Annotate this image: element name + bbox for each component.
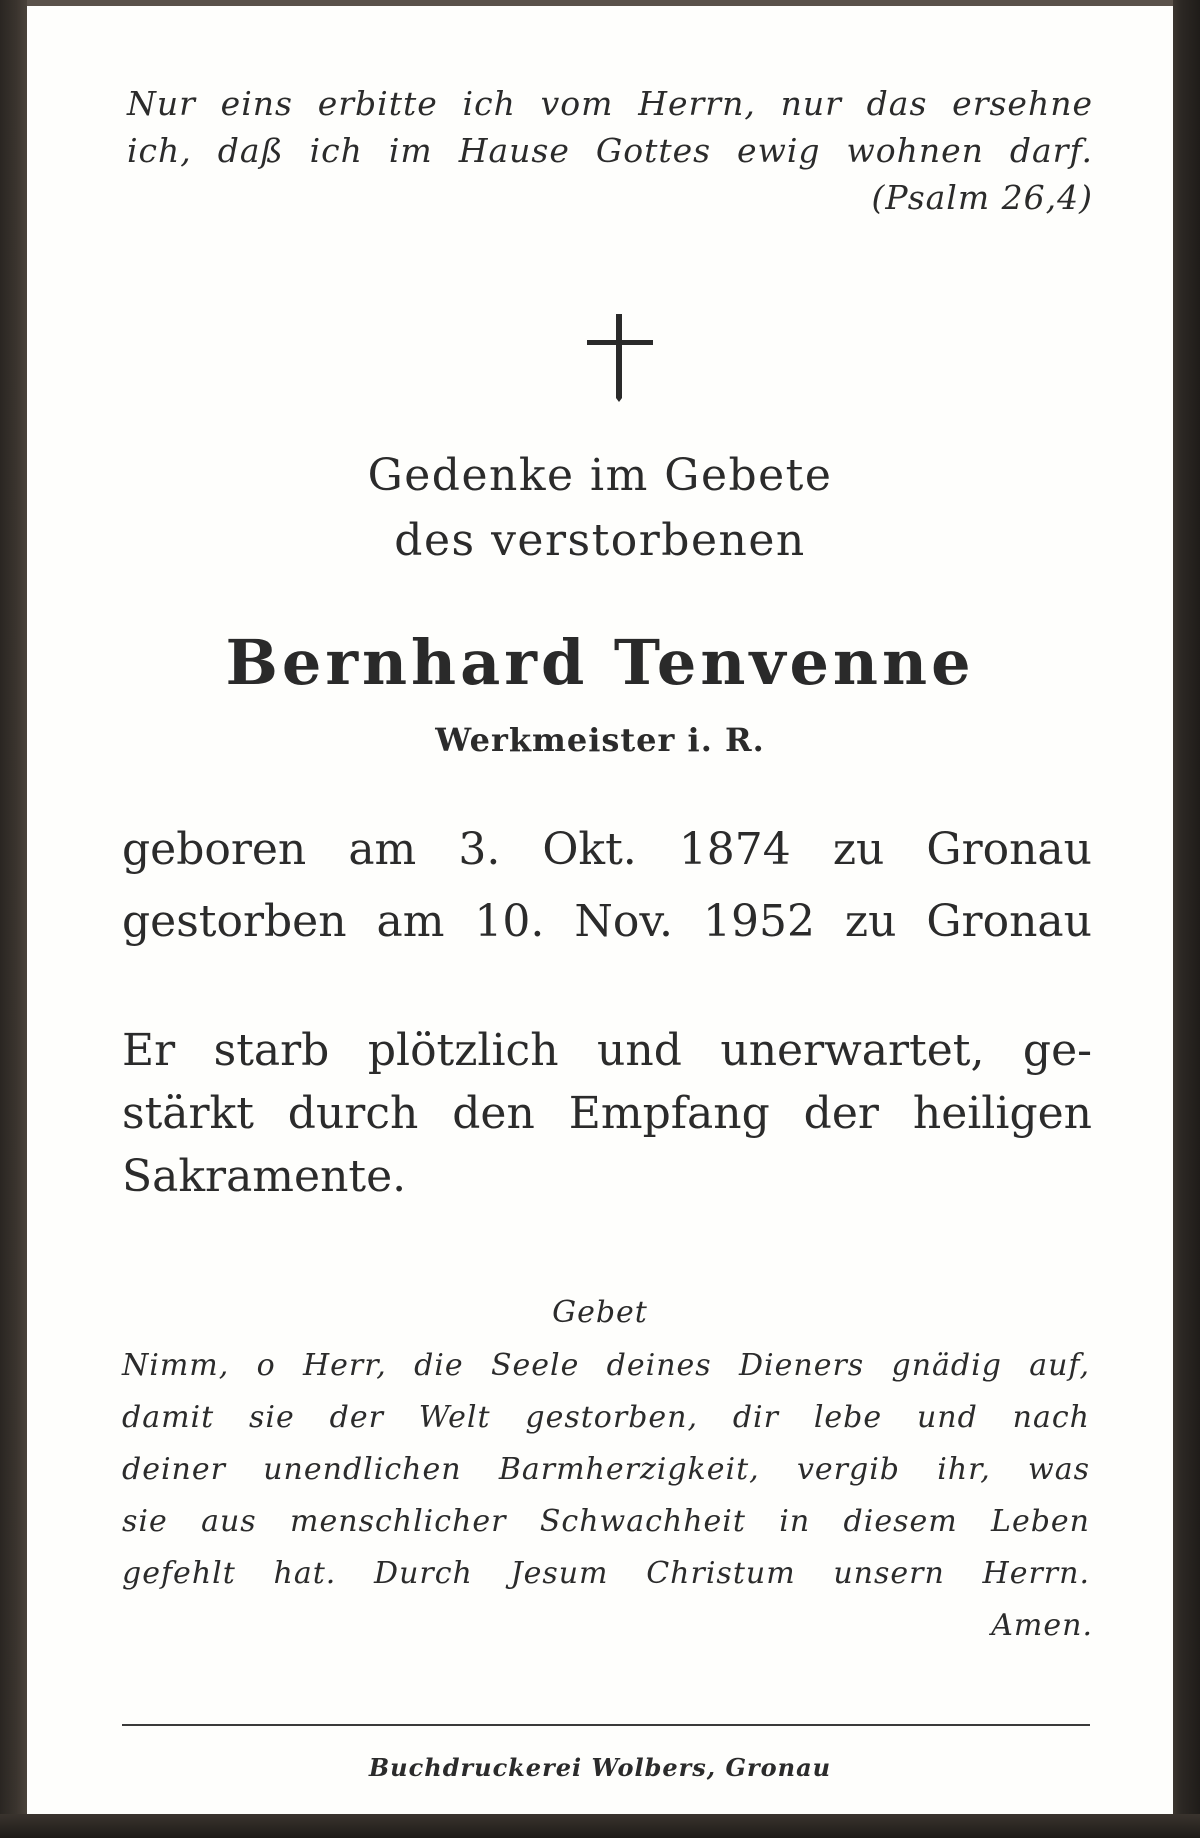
statement-line-1: Er starb plötzlich und unerwartet, ge- — [122, 1025, 1092, 1076]
prayer-amen: Amen. — [991, 1608, 1093, 1643]
prayer-heading: Gebet — [552, 1295, 648, 1330]
memorial-card — [27, 6, 1173, 1814]
birth-date: geboren am 3. Okt. 1874 zu Gronau — [122, 824, 1092, 875]
prayer-line-4: sie aus menschlicher Schwachheit in diesem Leben — [122, 1504, 1090, 1539]
printer-imprint: Buchdruckerei Wolbers, Gronau — [368, 1753, 832, 1782]
occupation: Werkmeister i. R. — [435, 721, 765, 759]
statement-line-2: stärkt durch den Empfang der heiligen — [122, 1088, 1092, 1139]
border-left — [0, 0, 27, 1838]
prayer-line-1: Nimm, o Herr, die Seele deines Dieners gnädig auf, — [122, 1348, 1090, 1383]
intro-line-1: Gedenke im Gebete — [367, 450, 833, 501]
death-date: gestorben am 10. Nov. 1952 zu Gronau — [122, 896, 1092, 947]
quote-line-2: ich, daß ich im Hause Gottes ewig wohnen darf. — [127, 131, 1093, 170]
prayer-line-5: gefehlt hat. Durch Jesum Christum unsern Herrn. — [122, 1556, 1090, 1591]
intro-line-2: des verstorbenen — [394, 515, 806, 566]
prayer-line-2: damit sie der Welt gestorben, dir lebe und nach — [122, 1400, 1090, 1435]
statement-line-3: Sakramente. — [122, 1151, 407, 1202]
border-bottom — [0, 1814, 1200, 1838]
cross-icon — [585, 312, 655, 402]
prayer-line-3: deiner unendlichen Barmherzigkeit, vergib ihr, was — [122, 1452, 1090, 1487]
border-right — [1173, 0, 1200, 1838]
quote-line-1: Nur eins erbitte ich vom Herrn, nur das ersehne — [127, 84, 1093, 123]
quote-reference: (Psalm 26,4) — [871, 178, 1093, 217]
divider-rule — [122, 1724, 1090, 1726]
deceased-name: Bernhard Tenvenne — [225, 626, 975, 699]
